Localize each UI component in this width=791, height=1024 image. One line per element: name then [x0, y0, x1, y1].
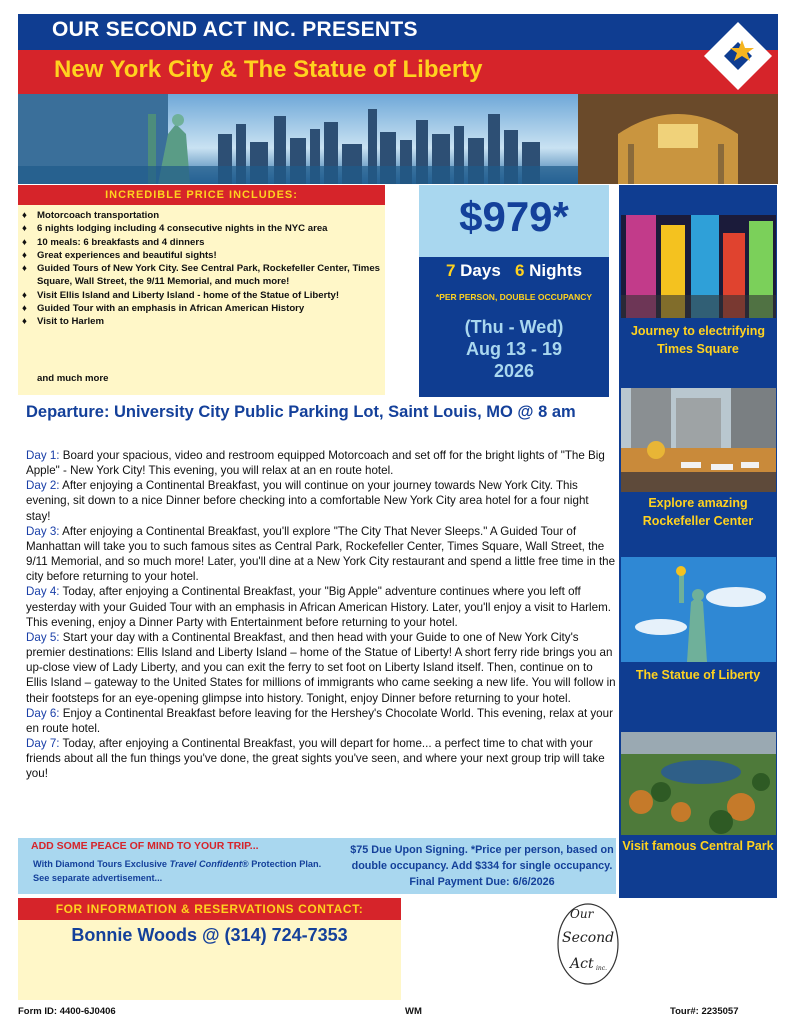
itinerary-day: Day 5: Start your day with a Continental Breakfast, and then head with your Guide to one of New York City's premier destinations: Ellis Island and Liberty Island – home of the Statue of Liberty! A short ferry ride brings you an up-close view of Lady Liberty, and you can exit the ferry to set foot on Liberty Island itself. Then, continue on to Ellis Island – gateway to the United States for millions of immigrants who came seeking a new life. You will follow in their footsteps for an eye-opening glimpse into history. Tonight, enjoy Dinner before returning to your hotel. — [26, 630, 616, 705]
form-id: Form ID: 4400-6J0406 — [18, 1006, 116, 1017]
days-nights — [419, 261, 609, 281]
our-second-act-logo — [548, 896, 628, 988]
trip-weekdays: (Thu - Wed) — [464, 317, 564, 337]
list-item: ♦ Visit to Harlem — [22, 316, 105, 328]
itinerary — [26, 448, 616, 781]
svg-text:Our: Our — [570, 907, 594, 921]
includes-heading: INCREDIBLE PRICE INCLUDES: — [18, 185, 385, 205]
central-park-photo — [621, 732, 776, 835]
bullet-icon: ♦ — [22, 223, 27, 235]
list-item: ♦ Motorcoach transportation — [22, 210, 160, 221]
days-count: 7 — [445, 261, 456, 280]
caption-central-park: Visit famous Central Park — [622, 839, 774, 853]
trip-year: 2026 — [493, 361, 535, 381]
protection-plan-text: With Diamond Tours Exclusive Travel Confident® Protection Plan. See separate advertisement... — [33, 859, 322, 883]
trip-dates — [419, 316, 609, 382]
bullet-icon: ♦ — [22, 236, 27, 248]
list-item: ♦ Great experiences and beautiful sights! — [22, 249, 217, 261]
bullet-icon: ♦ — [22, 303, 27, 315]
bullet-icon: ♦ — [22, 289, 27, 301]
list-item: ♦ Guided Tours of New York City. See Central Park, Rockefeller Center, Times Square, Wall Street, the 9/11 Memorial, and much more! — [22, 263, 380, 288]
svg-text:Second: Second — [562, 930, 615, 946]
days-label: Days — [460, 261, 501, 280]
departure-info: Departure: University City Public Parking Lot, Saint Louis, MO @ 8 am — [26, 403, 576, 421]
list-item: ♦ Guided Tour with an emphasis in African American History — [22, 303, 305, 315]
trip-date-range: Aug 13 - 19 — [465, 339, 563, 359]
itinerary-day: Day 1: Board your spacious, video and restroom equipped Motorcoach and set off for the bright lights of "The Big Apple" - New York City! This evening, you will relax at an en route hotel. — [26, 449, 605, 478]
payment-terms: $75 Due Upon Signing. *Price per person, based on double occupancy. Add $334 for single occupancy. Final Payment Due: 6/6/2026 — [350, 844, 614, 888]
itinerary-day: Day 2: After enjoying a Continental Breakfast, you will continue on your journey towards New York City. This evening, sit down to a nice Dinner before checking into a comfortable New York City area hotel for a four night stay! — [26, 479, 589, 523]
protection-plan-heading: ADD SOME PEACE OF MIND TO YOUR TRIP... — [31, 840, 259, 852]
svg-text:Act: Act — [570, 956, 594, 972]
footer-initials: WM — [405, 1006, 422, 1017]
bullet-icon: ♦ — [22, 263, 27, 275]
list-item: ♦ 10 meals: 6 breakfasts and 4 dinners — [22, 236, 205, 248]
contact-name-phone: Bonnie Woods @ (314) 724-7353 — [71, 925, 348, 945]
tour-number: Tour#: 2235057 — [670, 1006, 739, 1017]
nights-count: 6 — [514, 261, 525, 280]
list-item: ♦ Visit Ellis Island and Liberty Island - home of the Statue of Liberty! — [22, 289, 340, 301]
nyc-skyline-banner — [18, 94, 778, 184]
nights-label: Nights — [529, 261, 583, 280]
caption-rockefeller: Explore amazing Rockefeller Center — [642, 496, 754, 528]
itinerary-day: Day 4: Today, after enjoying a Continental Breakfast, your "Big Apple" adventure continues where you left off yesterday with your Guided Tour with an emphasis in African American History. Later, you'll enjoy a visit to Harlem. This evening, enjoy a Dinner Party with Entertainment before returning to your hotel. — [26, 585, 611, 629]
diamond-logo-icon — [702, 20, 774, 92]
caption-statue-of-liberty: The Statue of Liberty — [635, 668, 761, 682]
contact-heading: FOR INFORMATION & RESERVATIONS CONTACT: — [18, 898, 401, 920]
bullet-icon: ♦ — [22, 210, 27, 221]
times-square-photo — [621, 215, 776, 318]
page-title: New York City & The Statue of Liberty — [54, 56, 483, 83]
price-note: *PER PERSON, DOUBLE OCCUPANCY — [435, 292, 593, 302]
bullet-icon: ♦ — [22, 249, 27, 261]
includes-list — [20, 209, 380, 329]
itinerary-day: Day 6: Enjoy a Continental Breakfast before leaving for the Hershey's Chocolate World. This evening, relax at your en route hotel. — [26, 706, 613, 735]
itinerary-day: Day 7: Today, after enjoying a Continental Breakfast, you will depart for home... a perfect time to chat with your friends about all the fun things you've done, the great sights you've seen, and where your next group trip will take you! — [26, 736, 605, 781]
presenter-text: OUR SECOND ACT INC. PRESENTS — [52, 18, 418, 41]
list-item: ♦ 6 nights lodging including 4 consecutive nights in the NYC area — [22, 223, 328, 235]
itinerary-day: Day 3: After enjoying a Continental Breakfast, you'll explore "The City That Never Sleeps." A Guided Tour of Manhattan will take you to such famous sites as Central Park, Rockefeller Center, Times Square, Wall Street, the 9/11 Memorial, and so much more! Later, you'll dine at a New York City restaurant and spend a little free time in the city before returning to your hotel. — [26, 524, 616, 584]
caption-times-square: Journey to electrifying Times Square — [630, 324, 766, 356]
price-amount: $979* — [459, 193, 569, 240]
svg-text:inc.: inc. — [596, 965, 608, 972]
rockefeller-center-photo — [621, 388, 776, 492]
statue-of-liberty-photo — [621, 557, 776, 662]
bullet-icon: ♦ — [22, 316, 27, 328]
includes-more: and much more — [37, 373, 109, 384]
